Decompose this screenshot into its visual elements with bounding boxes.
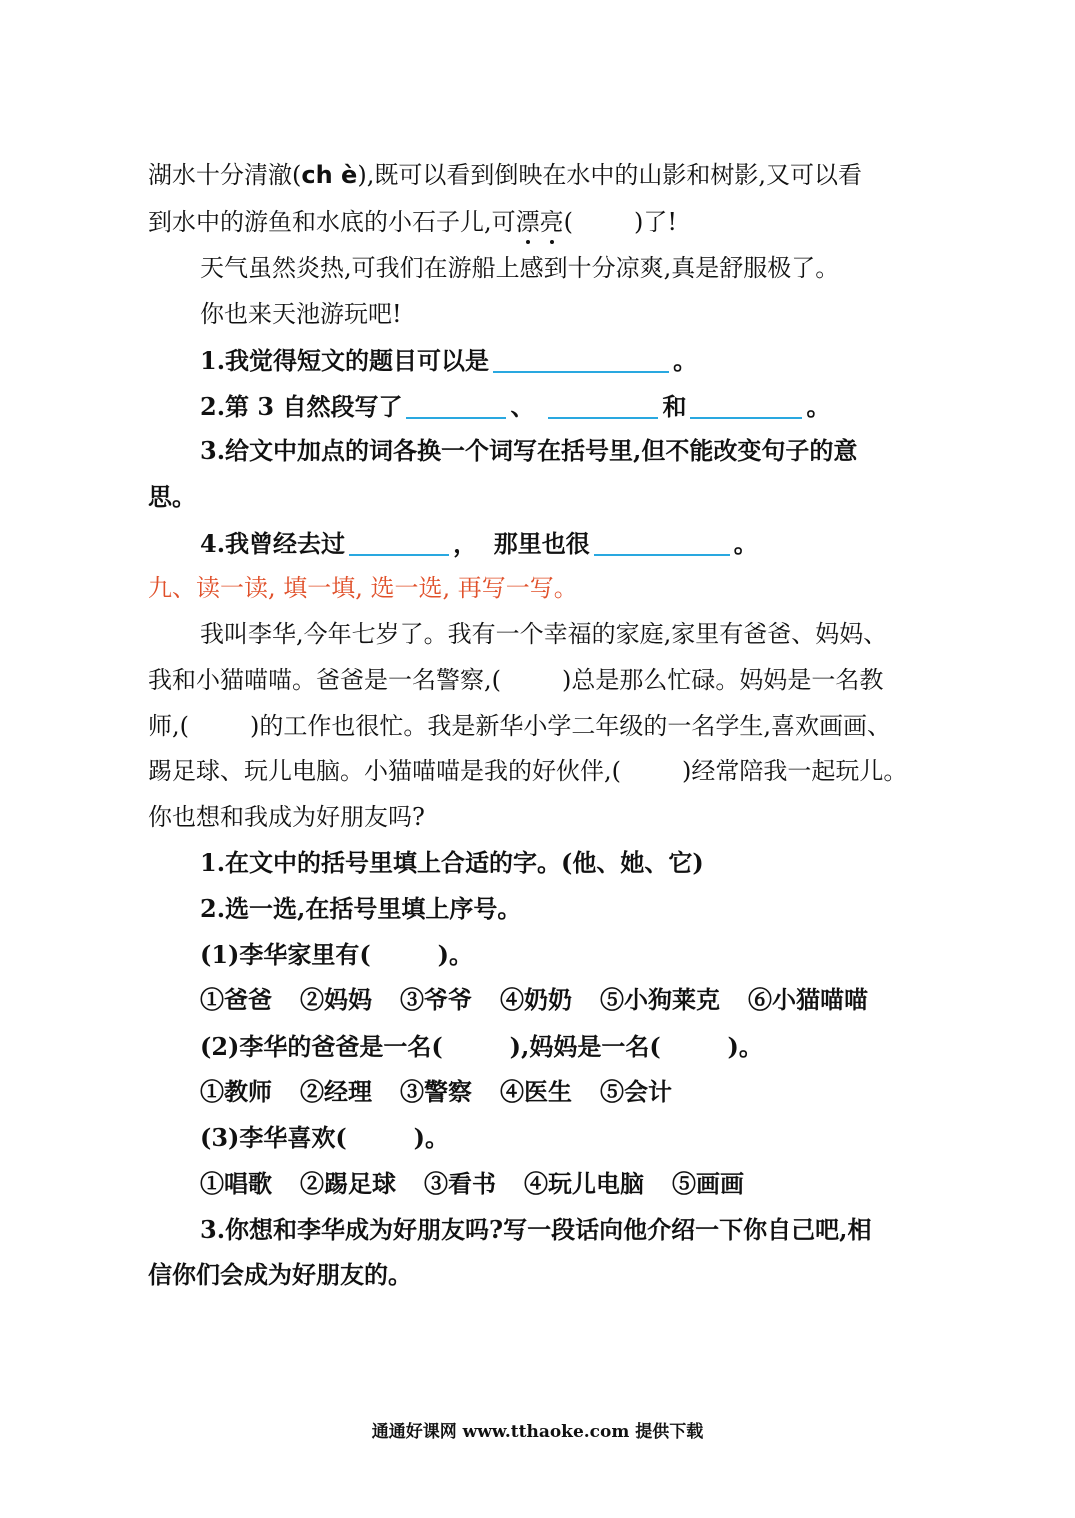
story-line-4: 踢足球、玩儿电脑。小猫喵喵是我的好伙伴,( )经常陪我一起玩儿。 xyxy=(148,757,908,785)
answer-blank[interactable] xyxy=(349,528,449,556)
pinyin: ch è xyxy=(301,161,358,189)
passage-paragraph-4: 你也来天池游玩吧! xyxy=(200,300,402,328)
answer-blank[interactable] xyxy=(406,391,506,419)
choice-question-3: (3)李华喜欢( )。 xyxy=(200,1123,449,1152)
option[interactable]: ③警察 xyxy=(400,1077,472,1106)
question-1: 1.我觉得短文的题目可以是 。 xyxy=(200,346,698,375)
option[interactable]: ①教师 xyxy=(200,1077,272,1106)
option[interactable]: ④医生 xyxy=(500,1077,572,1106)
option[interactable]: ③爷爷 xyxy=(400,985,472,1014)
choice-question-1: (1)李华家里有( )。 xyxy=(200,940,473,969)
sub-question-2: 2.选一选,在括号里填上序号。 xyxy=(200,894,522,923)
choice-question-2: (2)李华的爸爸是一名( ),妈妈是一名( )。 xyxy=(200,1032,763,1061)
passage-line-1: 湖水十分清澈(ch è),既可以看到倒映在水中的山影和树影,又可以看 xyxy=(148,161,862,189)
section-title: 九、读一读, 填一填, 选一选, 再写一写。 xyxy=(148,574,578,602)
question-3: 3.给文中加点的词各换一个词写在括号里,但不能改变句子的意 xyxy=(200,436,858,465)
option[interactable]: ④奶奶 xyxy=(500,985,572,1014)
dotted-char-2: 亮 xyxy=(539,208,564,236)
choice-options-3 xyxy=(200,1169,744,1199)
choice-options-2 xyxy=(200,1077,672,1107)
option[interactable]: ⑤小狗莱克 xyxy=(600,985,720,1014)
sub-question-3-cont: 信你们会成为好朋友的。 xyxy=(148,1260,412,1289)
passage-paragraph-3: 天气虽然炎热,可我们在游船上感到十分凉爽,真是舒服极了。 xyxy=(200,254,840,282)
answer-blank[interactable] xyxy=(690,391,802,419)
option[interactable]: ②妈妈 xyxy=(300,985,372,1014)
story-line-1: 我叫李华,今年七岁了。我有一个幸福的家庭,家里有爸爸、妈妈、 xyxy=(200,620,888,648)
story-line-3: 师,( )的工作也很忙。我是新华小学二年级的一名学生,喜欢画画、 xyxy=(148,712,892,740)
question-3-cont: 思。 xyxy=(148,482,196,511)
option[interactable]: ⑥小猫喵喵 xyxy=(748,985,868,1014)
story-line-5: 你也想和我成为好朋友吗? xyxy=(148,803,425,831)
page-footer: 通通好课网 www.tthaoke.com 提供下载 xyxy=(371,1422,704,1442)
option[interactable]: ③看书 xyxy=(424,1169,496,1198)
question-2: 2.第 3 自然段写了 、 和 。 xyxy=(200,392,831,421)
option[interactable]: ②踢足球 xyxy=(300,1169,396,1198)
answer-blank[interactable] xyxy=(493,345,669,373)
answer-blank[interactable] xyxy=(594,528,730,556)
option[interactable]: ②经理 xyxy=(300,1077,372,1106)
passage-line-2: 到水中的游鱼和水底的小石子儿,可漂亮( )了! xyxy=(148,208,678,236)
choice-options-1 xyxy=(200,985,868,1015)
question-4: 4.我曾经去过 ， 那里也很 。 xyxy=(200,529,758,558)
option[interactable]: ⑤画画 xyxy=(672,1169,744,1198)
option[interactable]: ⑤会计 xyxy=(600,1077,672,1106)
option[interactable]: ④玩儿电脑 xyxy=(524,1169,644,1198)
dotted-char-1: 漂 xyxy=(515,208,540,236)
answer-paren[interactable]: ( )了! xyxy=(563,208,678,236)
sub-question-1: 1.在文中的括号里填上合适的字。(他、她、它) xyxy=(200,848,704,877)
option[interactable]: ①唱歌 xyxy=(200,1169,272,1198)
sub-question-3: 3.你想和李华成为好朋友吗?写一段话向他介绍一下你自己吧,相 xyxy=(200,1215,872,1244)
option[interactable]: ①爸爸 xyxy=(200,985,272,1014)
answer-blank[interactable] xyxy=(548,391,658,419)
story-line-2: 我和小猫喵喵。爸爸是一名警察,( )总是那么忙碌。妈妈是一名教 xyxy=(148,666,884,694)
